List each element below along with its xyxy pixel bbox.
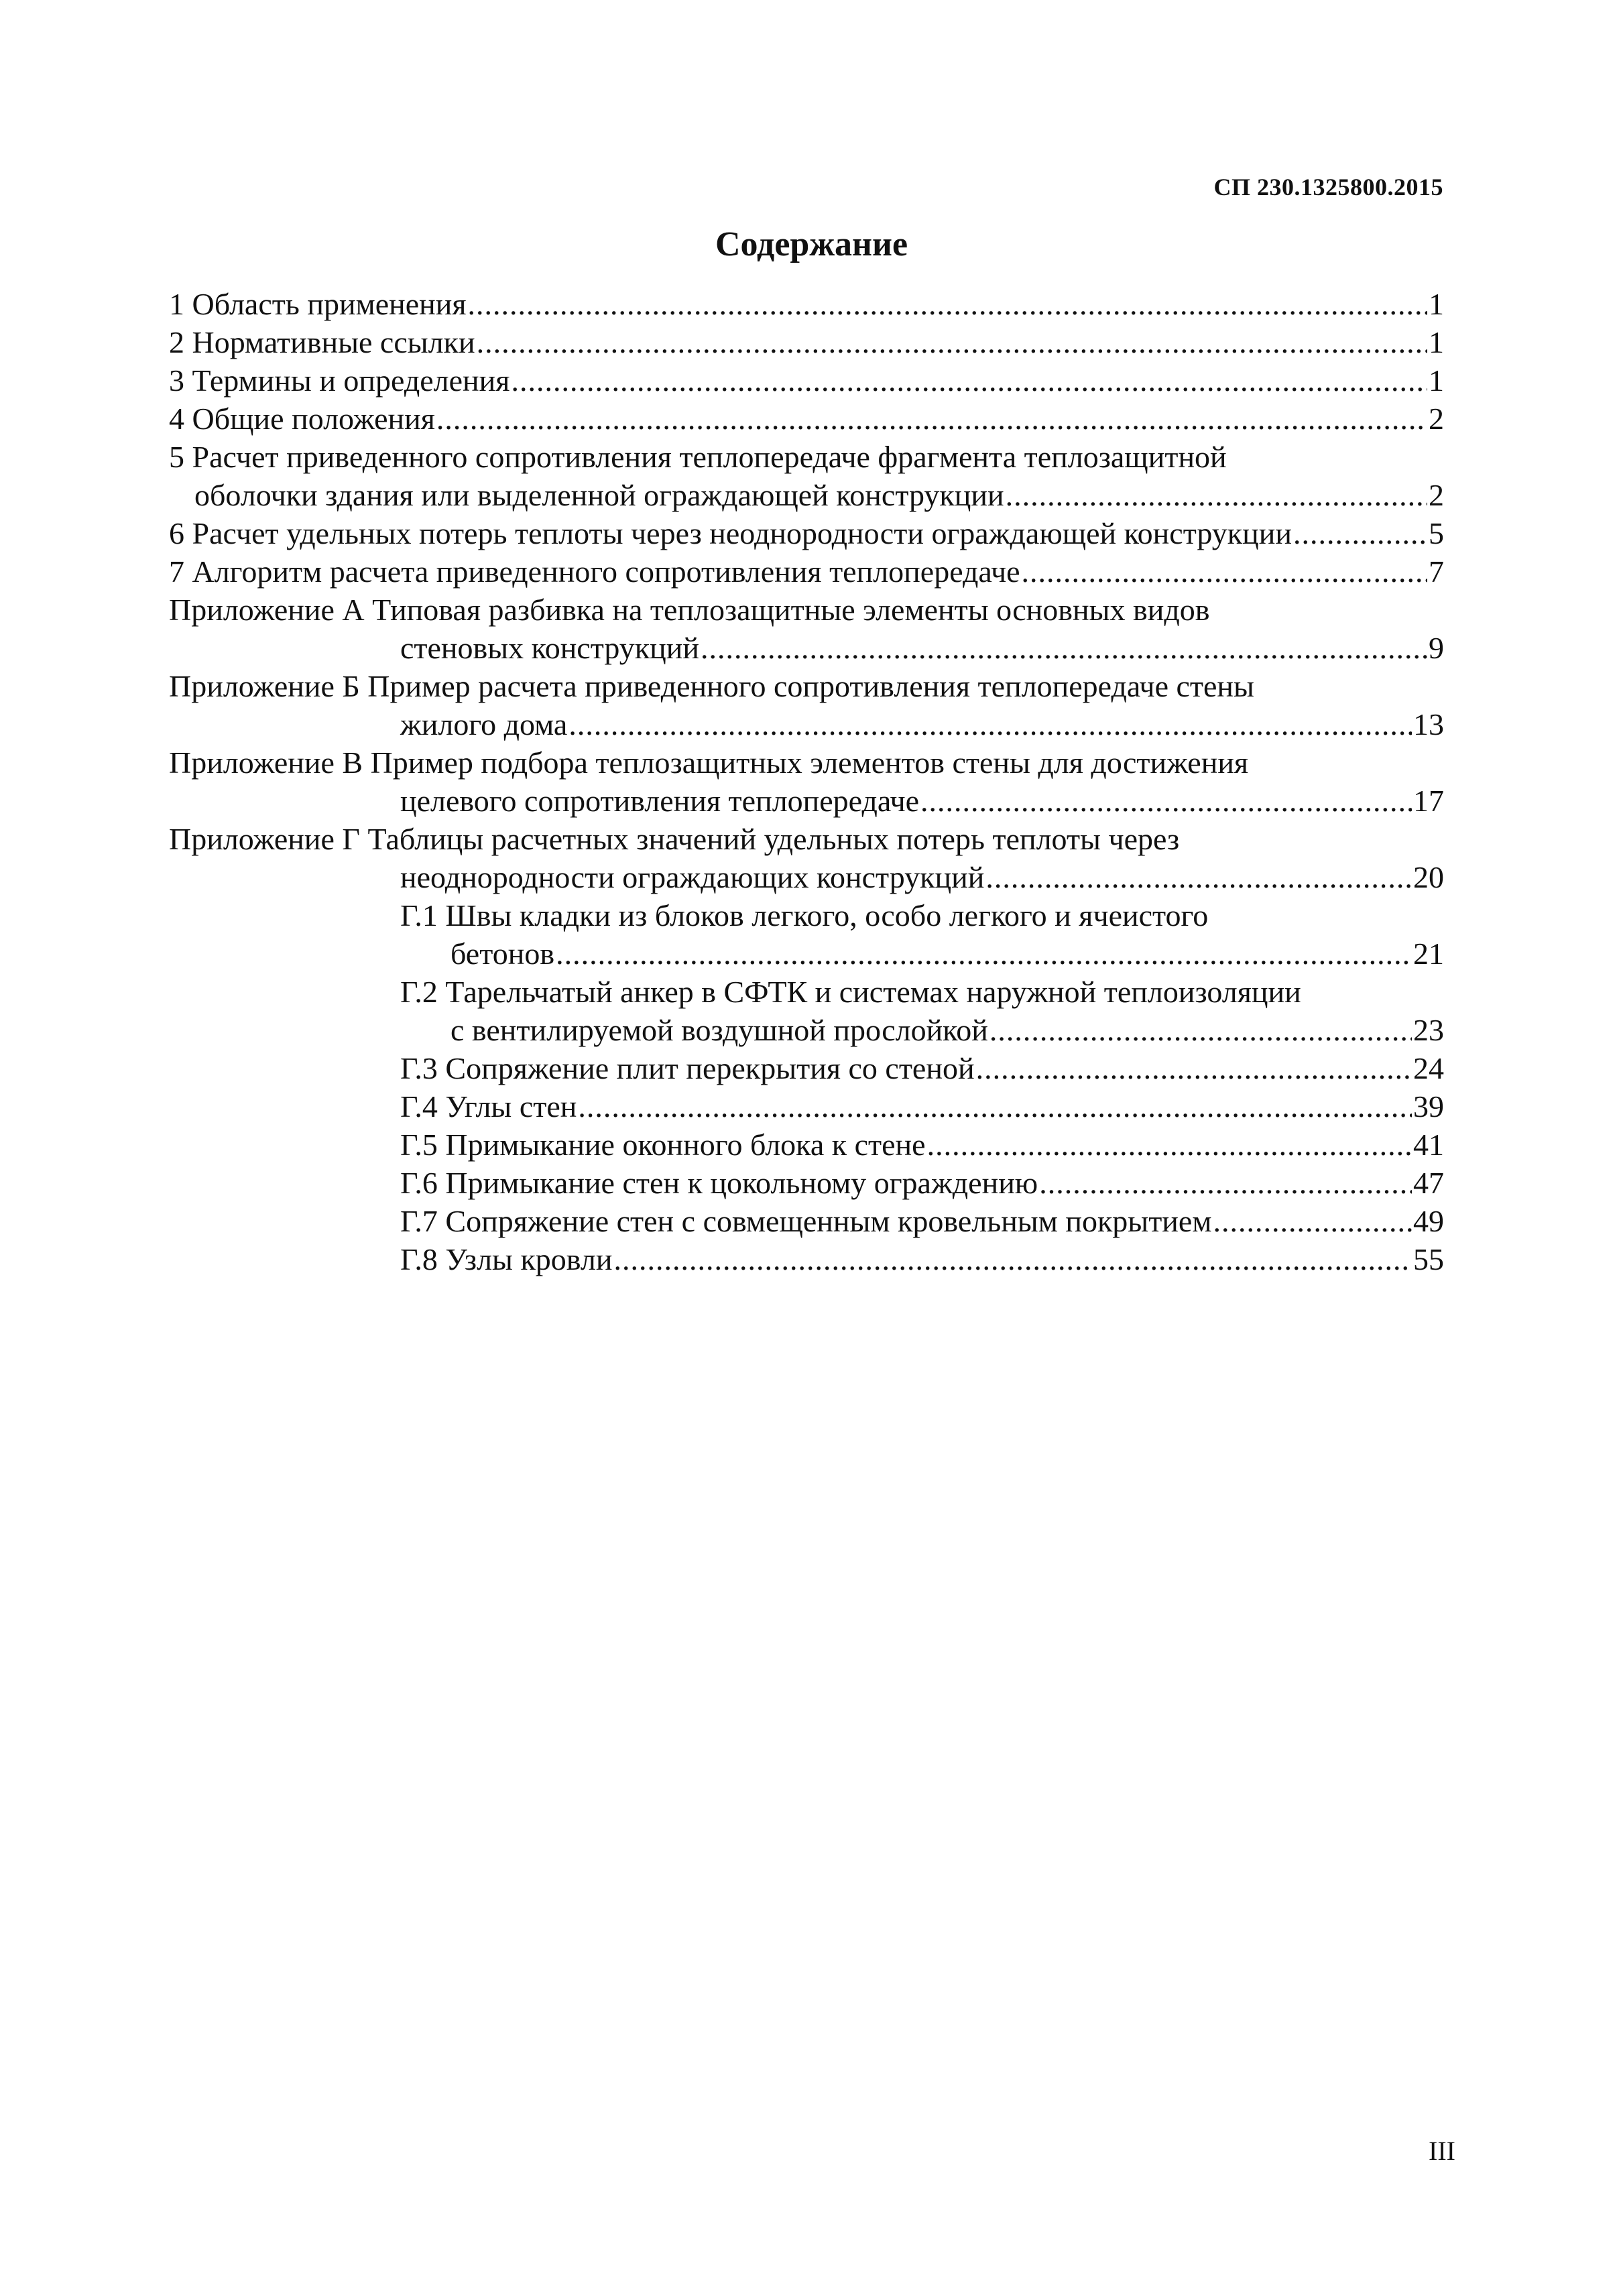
table-of-contents [169, 285, 1444, 1278]
dot-leader [578, 1087, 1412, 1126]
toc-entry-line [169, 361, 1444, 400]
toc-entry-text: Г.4 Углы стен [400, 1089, 577, 1124]
toc-entry[interactable] [169, 820, 1444, 896]
toc-entry-text: стеновых конструкций [400, 631, 699, 665]
dot-leader [614, 1240, 1412, 1278]
toc-entry[interactable] [169, 323, 1444, 361]
dot-leader [511, 361, 1427, 400]
toc-entry-line [169, 1164, 1444, 1202]
toc-entry-text: Приложение А Типовая разбивка на теплозащитные элементы основных видов [169, 593, 1210, 627]
toc-page-number: 21 [1413, 936, 1444, 971]
dot-leader [1293, 514, 1427, 552]
toc-entry-text: Г.2 Тарельчатый анкер в СФТК и системах наружной теплоизоляции [400, 975, 1301, 1009]
toc-entry[interactable] [169, 1126, 1444, 1164]
dot-leader [976, 1049, 1412, 1087]
dot-leader [1006, 476, 1427, 514]
toc-entry-line [169, 782, 1444, 820]
dot-leader [468, 285, 1427, 323]
toc-page-number: 41 [1413, 1128, 1444, 1162]
toc-entry-text: бетонов [450, 936, 555, 971]
toc-page-number: 1 [1429, 287, 1444, 321]
dot-leader [1213, 1202, 1412, 1240]
dot-leader [989, 1011, 1412, 1049]
toc-entry[interactable] [169, 1240, 1444, 1278]
toc-entry[interactable] [169, 973, 1444, 1049]
toc-entry-text: Г.6 Примыкание стен к цокольному ограждению [400, 1166, 1038, 1200]
dot-leader [556, 934, 1412, 973]
toc-entry-line [169, 934, 1444, 973]
dot-leader [985, 858, 1412, 896]
toc-entry-text: жилого дома [400, 707, 568, 741]
dot-leader [1022, 552, 1427, 591]
toc-entry-text: 3 Термины и определения [169, 363, 510, 398]
dot-leader [927, 1126, 1412, 1164]
toc-entry-text: неоднородности ограждающих конструкций [400, 860, 985, 894]
toc-entry-text: оболочки здания или выделенной ограждающей конструкции [194, 478, 1004, 512]
toc-entry[interactable] [169, 1202, 1444, 1240]
toc-entry-text: Приложение В Пример подбора теплозащитных элементов стены для достижения [169, 745, 1249, 780]
toc-page-number: 5 [1429, 516, 1444, 550]
toc-entry-line [169, 514, 1444, 552]
toc-entry-text: Приложение Б Пример расчета приведенного сопротивления теплопередаче стены [169, 669, 1254, 703]
toc-entry-text: Г.7 Сопряжение стен с совмещенным кровельным покрытием [400, 1204, 1212, 1238]
toc-entry[interactable] [169, 514, 1444, 552]
toc-entry-text: 5 Расчет приведенного сопротивления теплопередаче фрагмента теплозащитной [169, 440, 1227, 474]
dot-leader [920, 782, 1412, 820]
dot-leader [568, 705, 1412, 743]
toc-entry-line [169, 323, 1444, 361]
dot-leader [1039, 1164, 1412, 1202]
toc-entry-line [169, 858, 1444, 896]
toc-page-number: 2 [1429, 402, 1444, 436]
toc-page-number: 1 [1429, 325, 1444, 359]
toc-entry[interactable] [169, 591, 1444, 667]
dot-leader [436, 400, 1427, 438]
dot-leader [477, 323, 1427, 361]
toc-page-number: 39 [1413, 1089, 1444, 1124]
toc-entry-line [169, 400, 1444, 438]
toc-entry[interactable] [169, 285, 1444, 323]
toc-entry-text: целевого сопротивления теплопередаче [400, 784, 920, 818]
toc-entry[interactable] [169, 1087, 1444, 1126]
toc-entry-line [169, 629, 1444, 667]
toc-entry[interactable] [169, 438, 1444, 514]
toc-entry-text: 6 Расчет удельных потерь теплоты через неоднородности ограждающей конструкции [169, 516, 1292, 550]
toc-page-number: 13 [1413, 707, 1444, 741]
toc-page-number: 20 [1413, 860, 1444, 894]
toc-entry[interactable] [169, 896, 1444, 973]
toc-entry[interactable] [169, 743, 1444, 820]
toc-entry-text: Г.5 Примыкание оконного блока к стене [400, 1128, 926, 1162]
toc-entry[interactable] [169, 400, 1444, 438]
toc-entry-line [169, 1240, 1444, 1278]
toc-entry-line [169, 476, 1444, 514]
toc-page-number: 1 [1429, 363, 1444, 398]
toc-entry[interactable] [169, 361, 1444, 400]
toc-page-number: 23 [1413, 1013, 1444, 1047]
toc-entry[interactable] [169, 667, 1444, 743]
toc-entry-text: 4 Общие положения [169, 402, 435, 436]
toc-page-number: 49 [1413, 1204, 1444, 1238]
toc-entry-text: с вентилируемой воздушной прослойкой [450, 1013, 988, 1047]
toc-entry-text: Г.1 Швы кладки из блоков легкого, особо легкого и ячеистого [400, 898, 1209, 932]
toc-entry-line [169, 1011, 1444, 1049]
toc-page-number: 47 [1413, 1166, 1444, 1200]
toc-page-number: 7 [1429, 554, 1444, 589]
toc-entry-text: 1 Область применения [169, 287, 467, 321]
toc-page-number: 9 [1429, 631, 1444, 665]
toc-entry-text: Г.3 Сопряжение плит перекрытия со стеной [400, 1051, 975, 1085]
toc-entry[interactable] [169, 1164, 1444, 1202]
toc-entry-line [169, 1202, 1444, 1240]
toc-entry-text: 2 Нормативные ссылки [169, 325, 475, 359]
toc-entry-text: Г.8 Узлы кровли [400, 1242, 613, 1276]
toc-page-number: 24 [1413, 1051, 1444, 1085]
toc-entry[interactable] [169, 552, 1444, 591]
toc-entry-text: 7 Алгоритм расчета приведенного сопротивления теплопередаче [169, 554, 1020, 589]
toc-entry-line [169, 285, 1444, 323]
dot-leader [701, 629, 1427, 667]
document-code: СП 230.1325800.2015 [1213, 174, 1443, 200]
toc-entry[interactable] [169, 1049, 1444, 1087]
toc-page-number: 17 [1413, 784, 1444, 818]
toc-entry-line [169, 1087, 1444, 1126]
toc-entry-line [169, 1126, 1444, 1164]
toc-page-number: 2 [1429, 478, 1444, 512]
toc-entry-text: Приложение Г Таблицы расчетных значений удельных потерь теплоты через [169, 822, 1180, 856]
toc-entry-line [169, 1049, 1444, 1087]
toc-entry-line [169, 705, 1444, 743]
toc-entry-line [169, 552, 1444, 591]
toc-page-number: 55 [1413, 1242, 1444, 1276]
page-number: III [1429, 2136, 1455, 2166]
toc-title: Содержание [715, 225, 908, 263]
